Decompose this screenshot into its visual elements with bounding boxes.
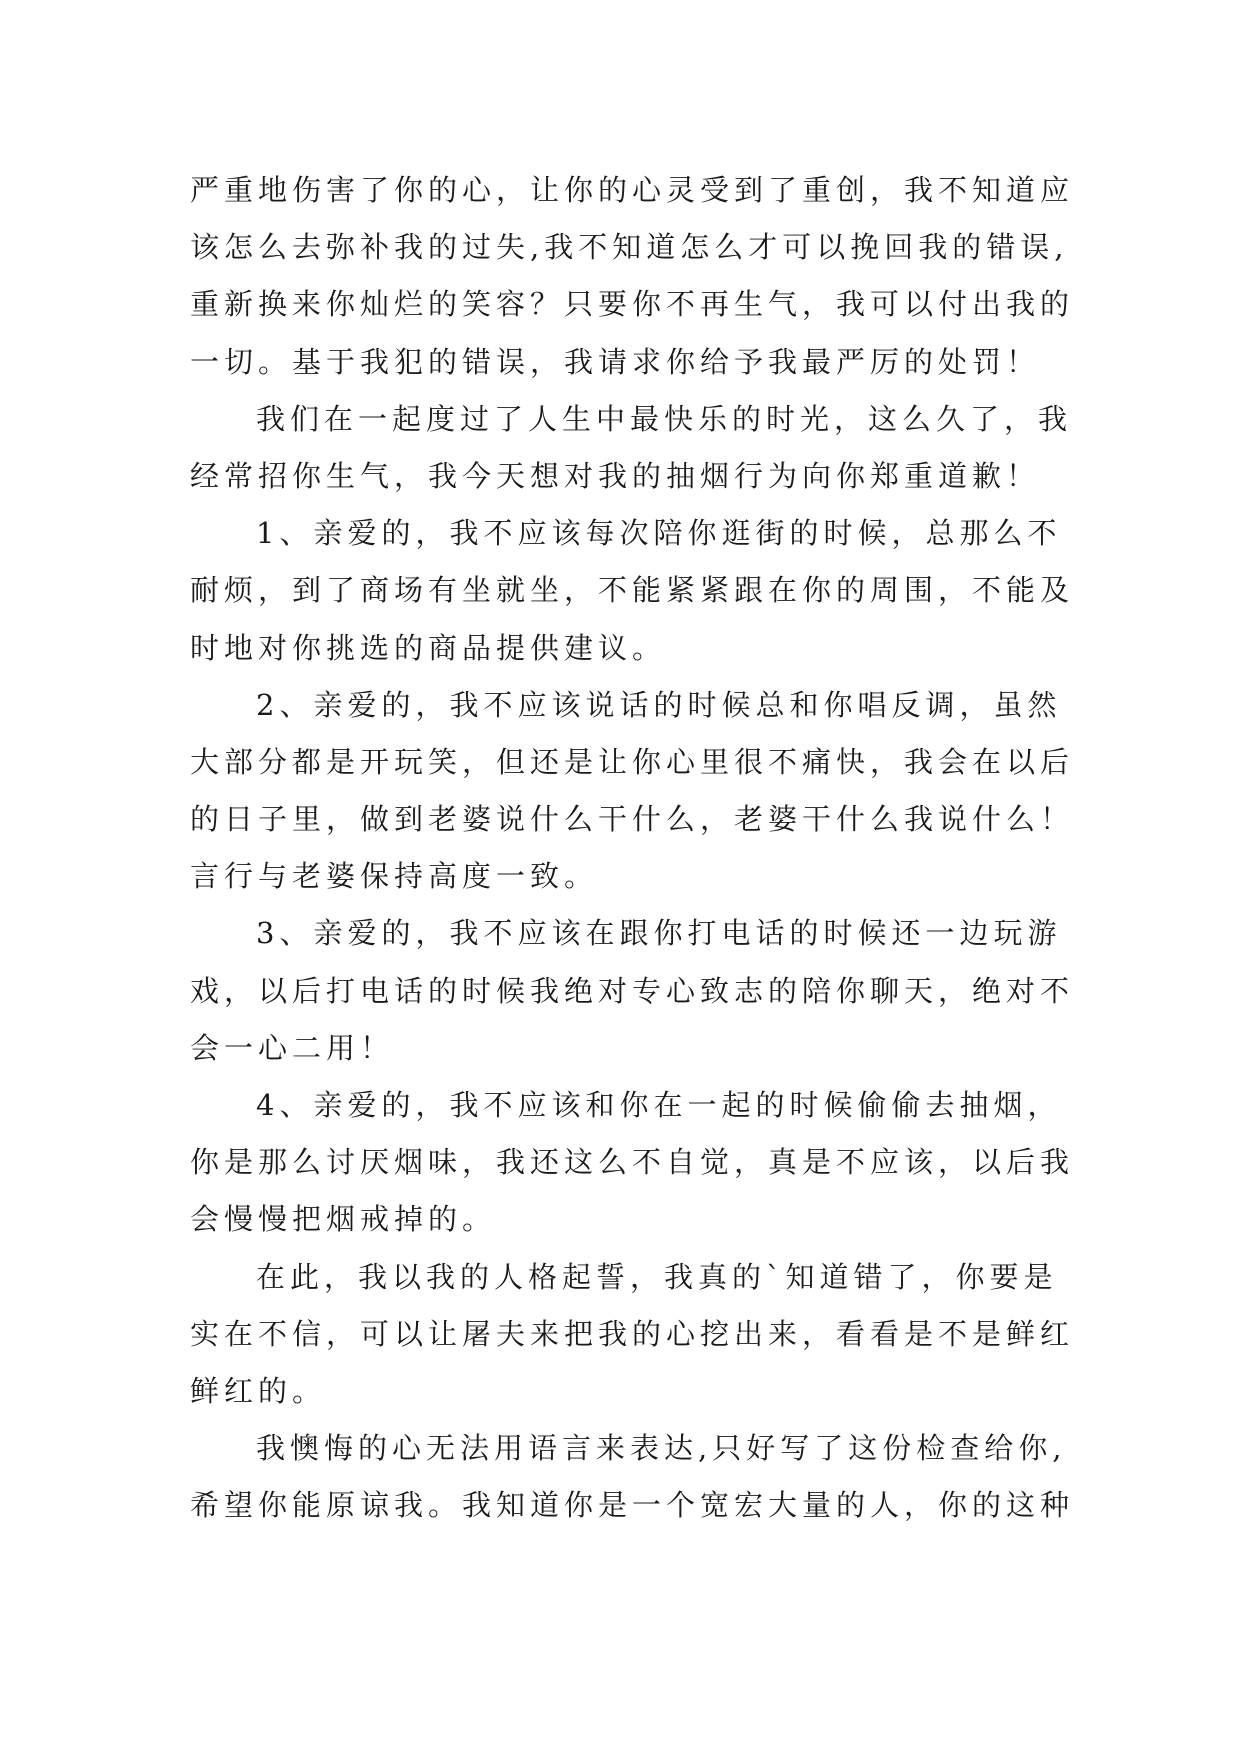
text-line: 你是那么讨厌烟味，我还这么不自觉，真是不应该，以后我	[190, 1145, 1075, 1180]
text-line: 2、亲爱的，我不应该说话的时候总和你唱反调，虽然	[256, 687, 1062, 722]
text-line: 重新换来你灿烂的笑容？只要你不再生气，我可以付出我的	[190, 287, 1075, 322]
text-line: 会一心二用！	[190, 1030, 395, 1065]
text-line: 时地对你挑选的商品提供建议。	[190, 630, 667, 665]
text-line: 一切。基于我犯的错误，我请求你给予我最严厉的处罚！	[190, 344, 1041, 379]
text-line: 实在不信，可以让屠夫来把我的心挖出来，看看是不是鲜红	[190, 1316, 1075, 1351]
text-line: 大部分都是开玩笑，但还是让你心里很不痛快，我会在以后	[190, 744, 1075, 779]
text-line: 戏，以后打电话的时候我绝对专心致志的陪你聊天，绝对不	[190, 973, 1075, 1008]
text-line: 4、亲爱的，我不应该和你在一起的时候偷偷去抽烟，	[256, 1088, 1062, 1122]
text-line: 我们在一起度过了人生中最快乐的时光，这么久了，我	[256, 401, 1073, 436]
text-line: 耐烦，到了商场有坐就坐，不能紧紧跟在你的周围，不能及	[190, 573, 1075, 608]
text-line: 1、亲爱的，我不应该每次陪你逛街的时候，总那么不	[256, 516, 1062, 551]
text-line: 经常招你生气，我今天想对我的抽烟行为向你郑重道歉！	[190, 458, 1041, 493]
text-line: 该怎么去弥补我的过失,我不知道怎么才可以挽回我的错误,	[190, 230, 1069, 265]
text-line: 言行与老婆保持高度一致。	[190, 859, 599, 894]
text-line: 在此，我以我的人格起誓，我真的`知道错了，你要是	[256, 1259, 1058, 1294]
text-line: 我懊悔的心无法用语言来表达,只好写了这份检查给你,	[256, 1431, 1067, 1466]
text-line: 的日子里，做到老婆说什么干什么，老婆干什么我说什么！	[190, 802, 1075, 837]
text-line: 严重地伤害了你的心，让你的心灵受到了重创，我不知道应	[190, 173, 1075, 207]
text-line: 希望你能原谅我。我知道你是一个宽宏大量的人，你的这种	[190, 1488, 1075, 1523]
text-line: 会慢慢把烟戒掉的。	[190, 1202, 497, 1237]
text-line: 鲜红的。	[190, 1373, 327, 1408]
text-line: 3、亲爱的，我不应该在跟你打电话的时候还一边玩游	[256, 916, 1062, 951]
document-body	[190, 162, 1090, 1535]
